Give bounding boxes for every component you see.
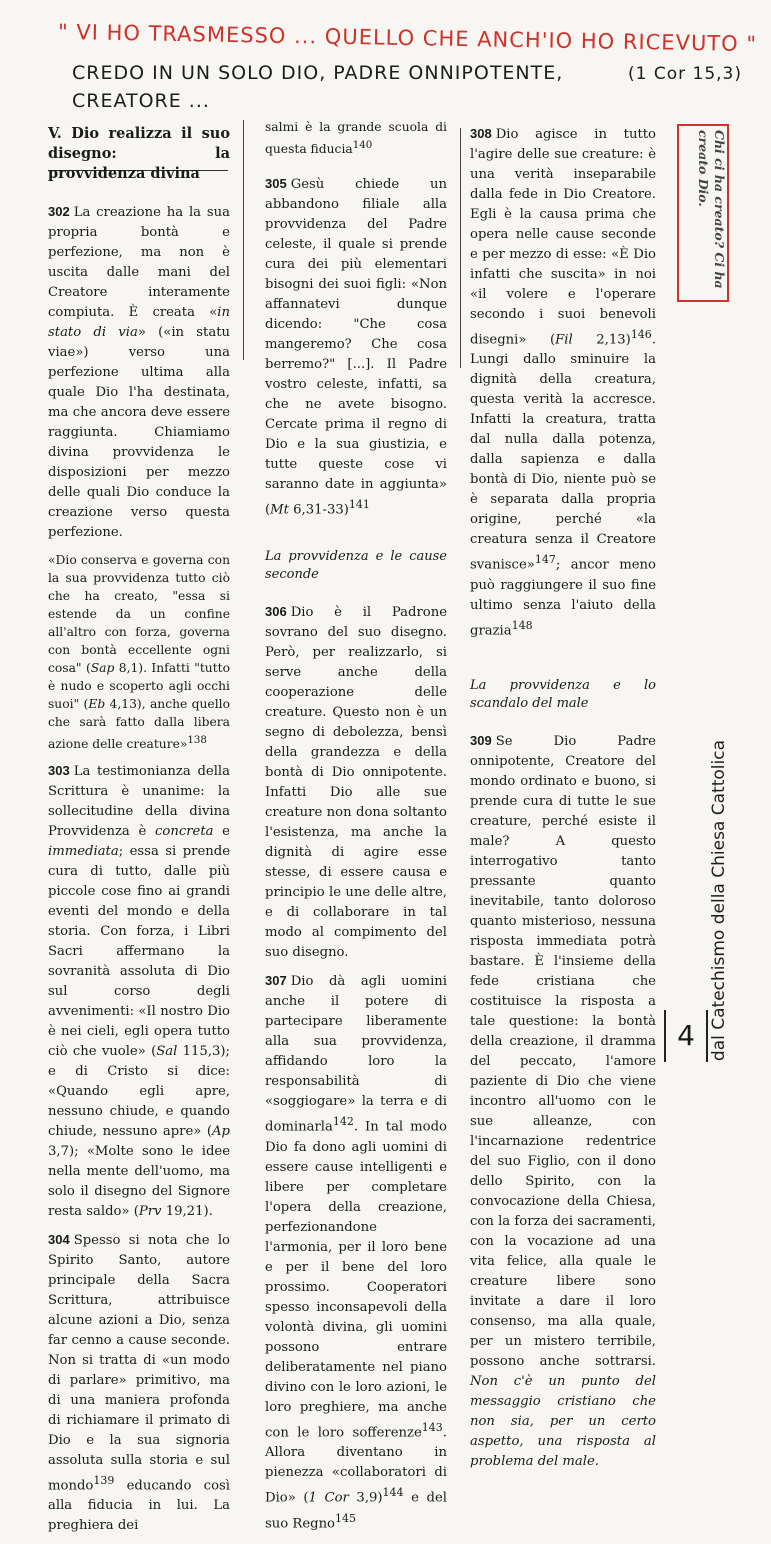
text: salmi è la grande scuola di questa fiducia (265, 120, 447, 157)
citation: Eb (88, 697, 106, 711)
paragraph-number: 303 (48, 763, 70, 779)
text: educando così alla fiducia in lui. La preghiera dei (48, 1478, 230, 1534)
text: e del suo Regno (265, 1490, 447, 1532)
text: «Dio conserva e governa con la sua provvidenza tutto ciò che ha creato, "essa si estende da un confine all'altro con forza, governa con bontà eccellente ogni cosa" ( (48, 553, 230, 675)
text: 8,1). Infatti "tutto è nudo e scoperto agli occhi suoi" ( (48, 661, 230, 711)
text: Gesù chiede un abbandono filiale alla provvidenza del Padre celeste, il quale si prende cura dei più elementari bisogni dei suoi figli: «Non affannatevi dunque dicendo: "Che cosa mangeremo? Che cosa berremo?" [...]. Il Padre vostro celeste, infatti, sa che ne avete bisogno. Cercate prima il regno di Dio e la sua giustizia, e tutte queste cose vi saranno date in aggiunta» ( (265, 177, 447, 518)
footnote-ref: 140 (352, 139, 373, 151)
text: Dio dà agli uomini anche il potere di partecipare liberamente alla sua provvidenza, affidando loro la responsabilità di «soggiogare» la terra e di dominarla (265, 974, 447, 1135)
text: 2,13) (572, 332, 631, 348)
text: La creazione ha la sua propria bontà e perfezione, ma non è uscita dalle mani del Creatore interamente compiuta. È creata « (48, 205, 230, 320)
citation: Mt (270, 502, 289, 518)
footnote-ref: 146 (630, 328, 652, 341)
text: 115,3); e di Cristo si dice: «Quando egli apre, nessuno chiude, e quando chiude, nessuno apre» ( (48, 1044, 230, 1140)
paragraph-number: 309 (470, 733, 492, 749)
text-italic: concreta (155, 824, 214, 840)
paragraph-304 (48, 1230, 230, 1536)
text: 4,13), anche quello che sarà fatto dalla libera azione delle creature» (48, 697, 230, 752)
quote-block (48, 551, 230, 753)
paragraph-307 (265, 971, 447, 1534)
text: e (213, 824, 230, 840)
footnote-ref: 144 (382, 1486, 404, 1500)
column-2 (265, 118, 447, 1542)
handwritten-creed: CREDO IN UN SOLO DIO, PADRE ONNIPOTENTE, (72, 62, 564, 84)
text: 3,7); «Molte sono le idee nella mente dell'uomo, ma solo il disegno del Signore resta saldo» ( (48, 1144, 230, 1220)
text: La testimonianza della Scrittura è unanime: la sollecitudine della divina Provvidenza è (48, 764, 230, 840)
footnote-ref: 138 (187, 734, 207, 746)
column-1 (48, 124, 230, 1544)
text-italic: in stato di via (48, 305, 230, 340)
text: . Lungi dallo sminuire la dignità della creatura, questa verità la accresce. Infatti la creatura, tratta dal nulla dalla potenza, dalla sapienza e dalla bontà di Dio, niente può se è separata dalla propria origine, perché «la creatura senza il Creatore svanisce» (470, 332, 657, 573)
paragraph-number: 308 (470, 126, 492, 141)
text: 6,31-33) (288, 502, 349, 518)
column-3 (470, 124, 656, 1480)
footnote-ref: 142 (332, 1115, 354, 1129)
paragraph-303 (48, 761, 230, 1222)
text: Spesso si nota che lo Spirito Santo, autore principale della Sacra Scrittura, attribuisce alcune azioni a Dio, senza far cenno a cause seconde. Non si tratta di «un modo di parlare» primitivo, ma di una maniera profonda di richiamare il primato di Dio e la sua signoria assoluta sulla storia e sul mondo (48, 1233, 230, 1494)
text: 3,9) (348, 1490, 383, 1506)
subsection-title: La provvidenza e lo scandalo del male (470, 678, 656, 712)
paragraph-number: 304 (48, 1232, 70, 1248)
text: Dio agisce in tutto l'agire delle sue creature: è una verità inseparabile dalla fede in Dio Creatore. Egli è la causa prima che opera nelle cause seconde e per mezzo di esse: «È Dio infatti che suscita» in noi «il volere e l'operare secondo i suoi benevoli disegni» ( (470, 127, 656, 348)
section-title: V. Dio realizza il suo disegno: la provvidenza divina (48, 125, 230, 182)
column-divider-2 (460, 128, 461, 368)
handwritten-quote: " VI HO TRASMESSO ... QUELLO CHE ANCH'IO HO RICEVUTO " (57, 19, 758, 57)
footnote-ref: 148 (511, 618, 533, 632)
citation: Ap (212, 1124, 230, 1140)
handwritten-reference: (1 Cor 15,3) (628, 64, 742, 84)
text: » («in statu viae») verso una perfezione ultima alla quale Dio l'ha destinata, ma che ancora deve essere raggiunta. Chiamiamo divina provvidenza le disposizioni per mezzo delle quali Dio conduce la creazione verso questa perfezione. (48, 325, 230, 540)
text: Dio è il Padrone sovrano del suo disegno. Però, per realizzarlo, si serve anche della cooperazione delle creature. Questo non è un segno di debolezza, bensì della grandezza e della bontà di Dio onnipotente. Infatti Dio alle sue creature non dona soltanto l'esistenza, ma anche la dignità di agire esse stesse, di essere causa e principio le une delle altre, e di collaborare in tal modo al compimento del suo disegno. (265, 605, 447, 961)
question-box-text: Chi ci ha creato? Ci ha creato Dio. (696, 130, 727, 289)
paragraph-number: 305 (265, 176, 287, 192)
paragraph-number: 307 (265, 973, 287, 989)
text: 19,21). (161, 1204, 213, 1220)
citation: Prv (138, 1204, 162, 1220)
text: ; essa si prende cura di tutto, dalle più piccole cose fino ai grandi eventi del mondo e della storia. Con forza, i Libri Sacri affermano la sovranità assoluta di Dio sul corso degli avvenimenti: «Il nostro Dio è nei cieli, egli opera tutto ciò che vuole» ( (48, 844, 230, 1060)
paragraph-number: 302 (48, 204, 70, 219)
column-divider-1 (243, 120, 244, 360)
continued-text (265, 118, 447, 158)
handwritten-creator: CREATORE ... (72, 90, 210, 112)
citation: Sap (90, 661, 115, 675)
footnote-ref: 145 (335, 1511, 357, 1525)
footnote-ref: 139 (93, 1474, 115, 1488)
footnote-ref: 147 (534, 553, 556, 567)
citation: Sal (156, 1044, 178, 1060)
handwritten-source-note: dal Catechismo della Chiesa Cattolica (709, 740, 729, 1062)
page-number: 4 (664, 1010, 708, 1062)
paragraph-302 (48, 202, 230, 543)
text: Se Dio Padre onnipotente, Creatore del mondo ordinato e buono, si prende cura di tutte le sue creature, perché esiste il male? A questo interrogativo tanto pressante quanto inevitabile, tanto doloroso quanto misterioso, nessuna risposta immediata potrà bastare. È l'insieme della fede cristiana che costituisce la risposta a tale questione: la bontà della creazione, il dramma del peccato, l'amore paziente di Dio che viene incontro all'uomo con le sue alleanze, con l'incarnazione redentrice del suo Figlio, con il dono dello Spirito, con la convocazione della Chiesa, con la forza dei sacramenti, con la vocazione ad una vita felice, alla quale le creature libere sono invitate a dare il loro consenso, ma alla quale, per un mistero terribile, possono anche sottrarsi. (470, 734, 656, 1370)
text-italic: immediata (48, 844, 119, 860)
paragraph-309 (470, 731, 656, 1472)
paragraph-306 (265, 602, 447, 963)
paragraph-308 (470, 124, 656, 641)
text: . In tal modo Dio fa dono agli uomini di essere cause intelligenti e libere per completare l'opera della creazione, perfezionandone l'armonia, per il loro bene e per il bene del loro prossimo. Cooperatori spesso inconsapevoli della volontà divina, gli uomini possono entrare deliberatamente nel piano divino con le loro azioni, le loro preghiere, ma anche con le loro sofferenze (265, 1119, 447, 1441)
paragraph-305 (265, 174, 447, 520)
paragraph-number: 306 (265, 604, 287, 620)
footnote-ref: 141 (348, 498, 370, 512)
citation: 1 Cor (308, 1490, 349, 1506)
citation: Fil (555, 332, 573, 348)
text: ; ancor meno può raggiungere il suo fine ultimo senza l'aiuto della grazia (470, 557, 656, 639)
footnote-ref: 143 (421, 1420, 443, 1434)
text: . Allora diventano in pienezza «collaboratori di Dio» ( (265, 1425, 447, 1506)
text-italic: Non c'è un punto del messaggio cristiano che non sia, per un certo aspetto, una risposta al problema del male. (470, 1374, 656, 1470)
subsection-title: La provvidenza e le cause seconde (265, 549, 447, 583)
